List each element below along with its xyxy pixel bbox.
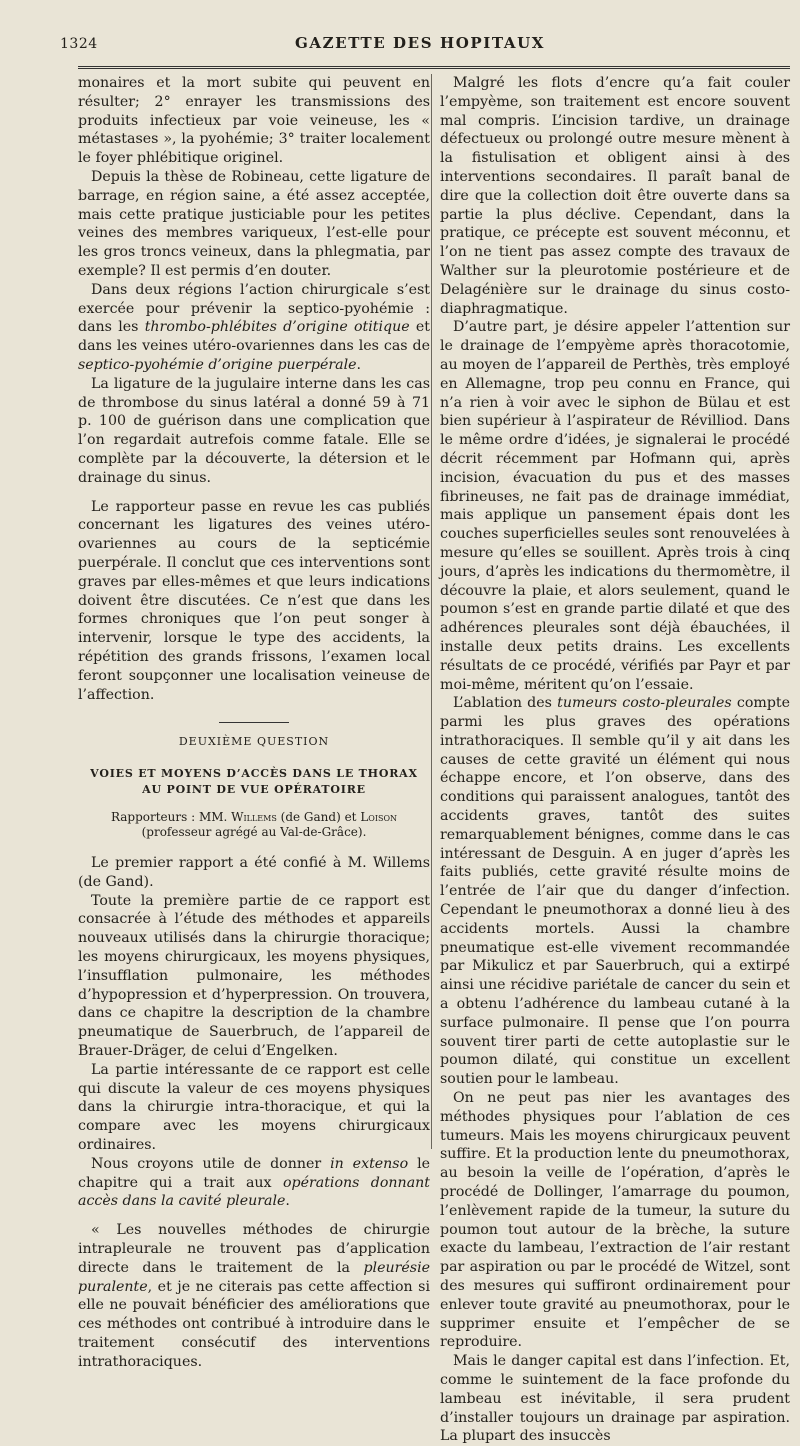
section-subtitle-line: AU POINT DE VUE OPÉRATOIRE (142, 783, 366, 797)
text-run: et dans les veines utéro-ovariennes dans les cas de (78, 319, 431, 355)
italic-term: thrombo-phlébites d’origine otitique (144, 319, 410, 336)
paragraph: La ligature de la jugulaire interne dans les cas de thrombose du sinus latéral a donné 59 à 71 p. 100 de guérison dans une complication que l’on regardait autrefois comme fatale. Elle se complète par la découverte, la détersion et le drainage du sinus. (78, 375, 430, 486)
italic-term: pleurésie puralente (78, 1259, 430, 1295)
paragraph: D’autre part, je désire appeler l’attention sur le drainage de l’empyème après thoracotomie, au moyen de l’appareil de Perthès, très employé en Allemagne, trop peu connu en France, qui n’a rien à voir avec le siphon de Bülau et est bien supérieur à l’aspirateur de Révilliod. Dans le même ordre d’idées, je signalerai le procédé décrit récemment par Hofmann qui, après incision, évacuation du pus et des masses fibrineuses, ne fait pas de drainage immédiat, mais applique un pansement épais dont les couches superficielles seules sont renouvelées à mesure qu’elles se souillent. Après trois à cinq jours, d’après les indications du thermomètre, il découvre la plaie, et alors seulement, quand le poumon s’est en grande partie dilaté et que des adhérences pleurales sont déjà ébauchées, il installe deux petits drains. Les excellents résultats de ce procédé, vérifiés par Payr et par moi-même, méritent qu’on l’essaie. (440, 319, 790, 693)
section-subtitle (78, 766, 430, 798)
italic-term: septico-pyohémie d’origine puerpérale (78, 356, 357, 373)
paragraph: Depuis la thèse de Robineau, cette ligature de barrage, en région saine, a été assez acceptée, mais cette pratique justiciable pour les petites veines des membres variqueux, l’est-elle pour les gros troncs veineux, dans la phlegmatia, par exemple? Il est permis d’en douter. (78, 168, 430, 279)
paragraph: Le rapporteur passe en revue les cas publiés concernant les ligatures des veines utéro-ovariennes au cours de la septicémie puerpérale. Il conclut que ces interventions sont graves par elles-mêmes et que leurs indications doivent être discutées. Ce n’est que dans les formes chroniques que l’on peut songer à intervenir, lorsque le type des accidents, la répétition des grands frissons, l’examen local feront soupçonner une localisation veineuse de l’affection. (78, 498, 430, 703)
paragraph: On ne peut pas nier les avantages des méthodes physiques pour l’ablation de ces tumeurs. Mais les moyens chirurgicaux peuvent suffire. Et la production lente du pneumothorax, au besoin la veille de l’opération, d’après le procédé de Dollinger, l’amarrage du poumon, l’enlèvement rapide de la tumeur, la suture du poumon tout autour de la brèche, la suture exacte du lambeau, l’extraction de l’air restant par aspiration ou par le procédé de Witzel, sont des mesures qui suffiront ordinairement pour enlever toute gravité au pneumothorax, pour le supprimer ensuite et l’empêcher de se reproduire. (440, 1090, 790, 1351)
text-run: . (285, 1193, 290, 1210)
paragraph: Malgré les flots d’encre qu’a fait couler l’empyème, son traitement est encore souvent mal compris. L’incision tardive, un drainage défectueux ou prolongé outre mesure mènent à la fistulisation et obligent ainsi à des interventions secondaires. Il paraît banal de dire que la collection doit être ouverte dans sa partie la plus déclive. Cependant, dans la pratique, ce précepte est souvent méconnu, et l’on ne tient pas assez compte des travaux de Walther sur la pleurotomie postérieure et de Delagénière sur le drainage du sinus costo-diaphragmatique. (440, 75, 790, 317)
column-divider (431, 74, 432, 1149)
text-run: « Les nouvelles méthodes de chirurgie intrapleurale ne trouvent pas d’application directe dans le traitement de la (78, 1222, 430, 1276)
paragraph (78, 1155, 430, 1211)
paragraph: monaires et la mort subite qui peuvent en résulter; 2° enrayer les transmissions des produits infectieux par voie veineuse, les « métastases », la pyohémie; 3° traiter localement le foyer phlébitique originel. (78, 75, 430, 167)
section-rule (219, 722, 289, 723)
text-run: . (356, 356, 362, 373)
text-run: compte parmi les plus graves des opérations intrathoraciques. Il semble qu’il y ait dans les causes de cette gravité un élément qui nous échappe encore, et l’on observe, dans des conditions qui paraissent analogues, tantôt des accidents graves, tantôt des suites remarquablement bénignes, comme dans le cas intéressant de Desguin. A en juger d’après les faits publiés, cette gravité résulte moins de l’entrée de l’air que du danger d’infection. Cependant le pneumothorax a donné lieu à des accidents mortels. Aussi la chambre pneumatique est-elle vivement recommandée par Mikulicz et par Sauerbruch, qui a extirpé ainsi une récidive pariétale de cancer du sein et a obtenu l’adhérence du lambeau cutané à la surface pulmonaire. Il pense que l’on pourra souvent tirer parti de cette autoplastie sur le poumon dilaté, qui constitue un excellent soutien pour le lambeau. (440, 695, 791, 1088)
section-subtitle-line: VOIES ET MOYENS D’ACCÈS DANS LE THORAX (90, 767, 418, 781)
text-run: L’ablation des (453, 695, 552, 712)
paragraph (78, 281, 430, 375)
text-run: , et je ne citerais pas cette affection si elle ne pouvait bénéficier des améliorations que ces méthodes ont contribué à introduire dans le traitement consécutif des interventions intrathoraciques. (78, 1278, 430, 1370)
right-column (440, 74, 790, 1446)
reporters-line (78, 810, 430, 840)
journal-title: GAZETTE DES HOPITAUX (294, 34, 545, 52)
reporter-name: Willems (231, 810, 277, 825)
text-run: Rapporteurs : MM. (110, 810, 228, 825)
page-number: 1324 (60, 36, 98, 52)
text-run: le chapitre qui a trait aux (78, 1155, 430, 1191)
reporter-name: Loison (360, 810, 398, 825)
text-run: Nous croyons utile de donner (91, 1155, 322, 1172)
italic-term: opérations donnant accès dans la cavité pleurale (78, 1174, 430, 1210)
paragraph: Le premier rapport a été confié à M. Willems (de Gand). (78, 855, 430, 890)
left-column (78, 74, 430, 1372)
text-run: (de Gand) et (280, 810, 357, 825)
paragraph: La partie intéressante de ce rapport est celle qui discute la valeur de ces moyens physiques dans la chirurgie intra-thoracique, et qui la compare avec les moyens chirurgicaux ordinaires. (78, 1061, 430, 1154)
paragraph: Mais le danger capital est dans l’infection. Et, comme le suintement de la face profonde du lambeau est inévitable, il sera prudent d’installer toujours un drainage par aspiration. La plupart des insuccès (440, 1353, 790, 1445)
header-rule (78, 66, 790, 69)
section-title: DEUXIÈME QUESTION (178, 735, 330, 749)
paragraph: Toute la première partie de ce rapport est consacrée à l’étude des méthodes et appareils nouveaux utilisés dans la chirurgie thoracique; les moyens chirurgicaux, les moyens physiques, l’insufflation pulmonaire, les méthodes d’hypopression et d’hyperpression. On trouvera, dans ce chapitre la description de la chambre pneumatique de Sauerbruch, de l’appareil de Brauer-Dräger, de celui d’Engelken. (78, 892, 430, 1060)
page-header (60, 34, 780, 56)
text-run: (professeur agrégé au Val-de-Grâce). (141, 825, 367, 840)
text-run: Dans deux régions l’action chirurgicale s’est exercée pour prévenir la septico-pyohémie : dans les (78, 281, 430, 336)
italic-term: tumeurs costo-pleurales (557, 695, 732, 712)
paragraph (78, 1221, 430, 1371)
paragraph (440, 694, 790, 1089)
italic-term: in extenso (330, 1155, 409, 1172)
